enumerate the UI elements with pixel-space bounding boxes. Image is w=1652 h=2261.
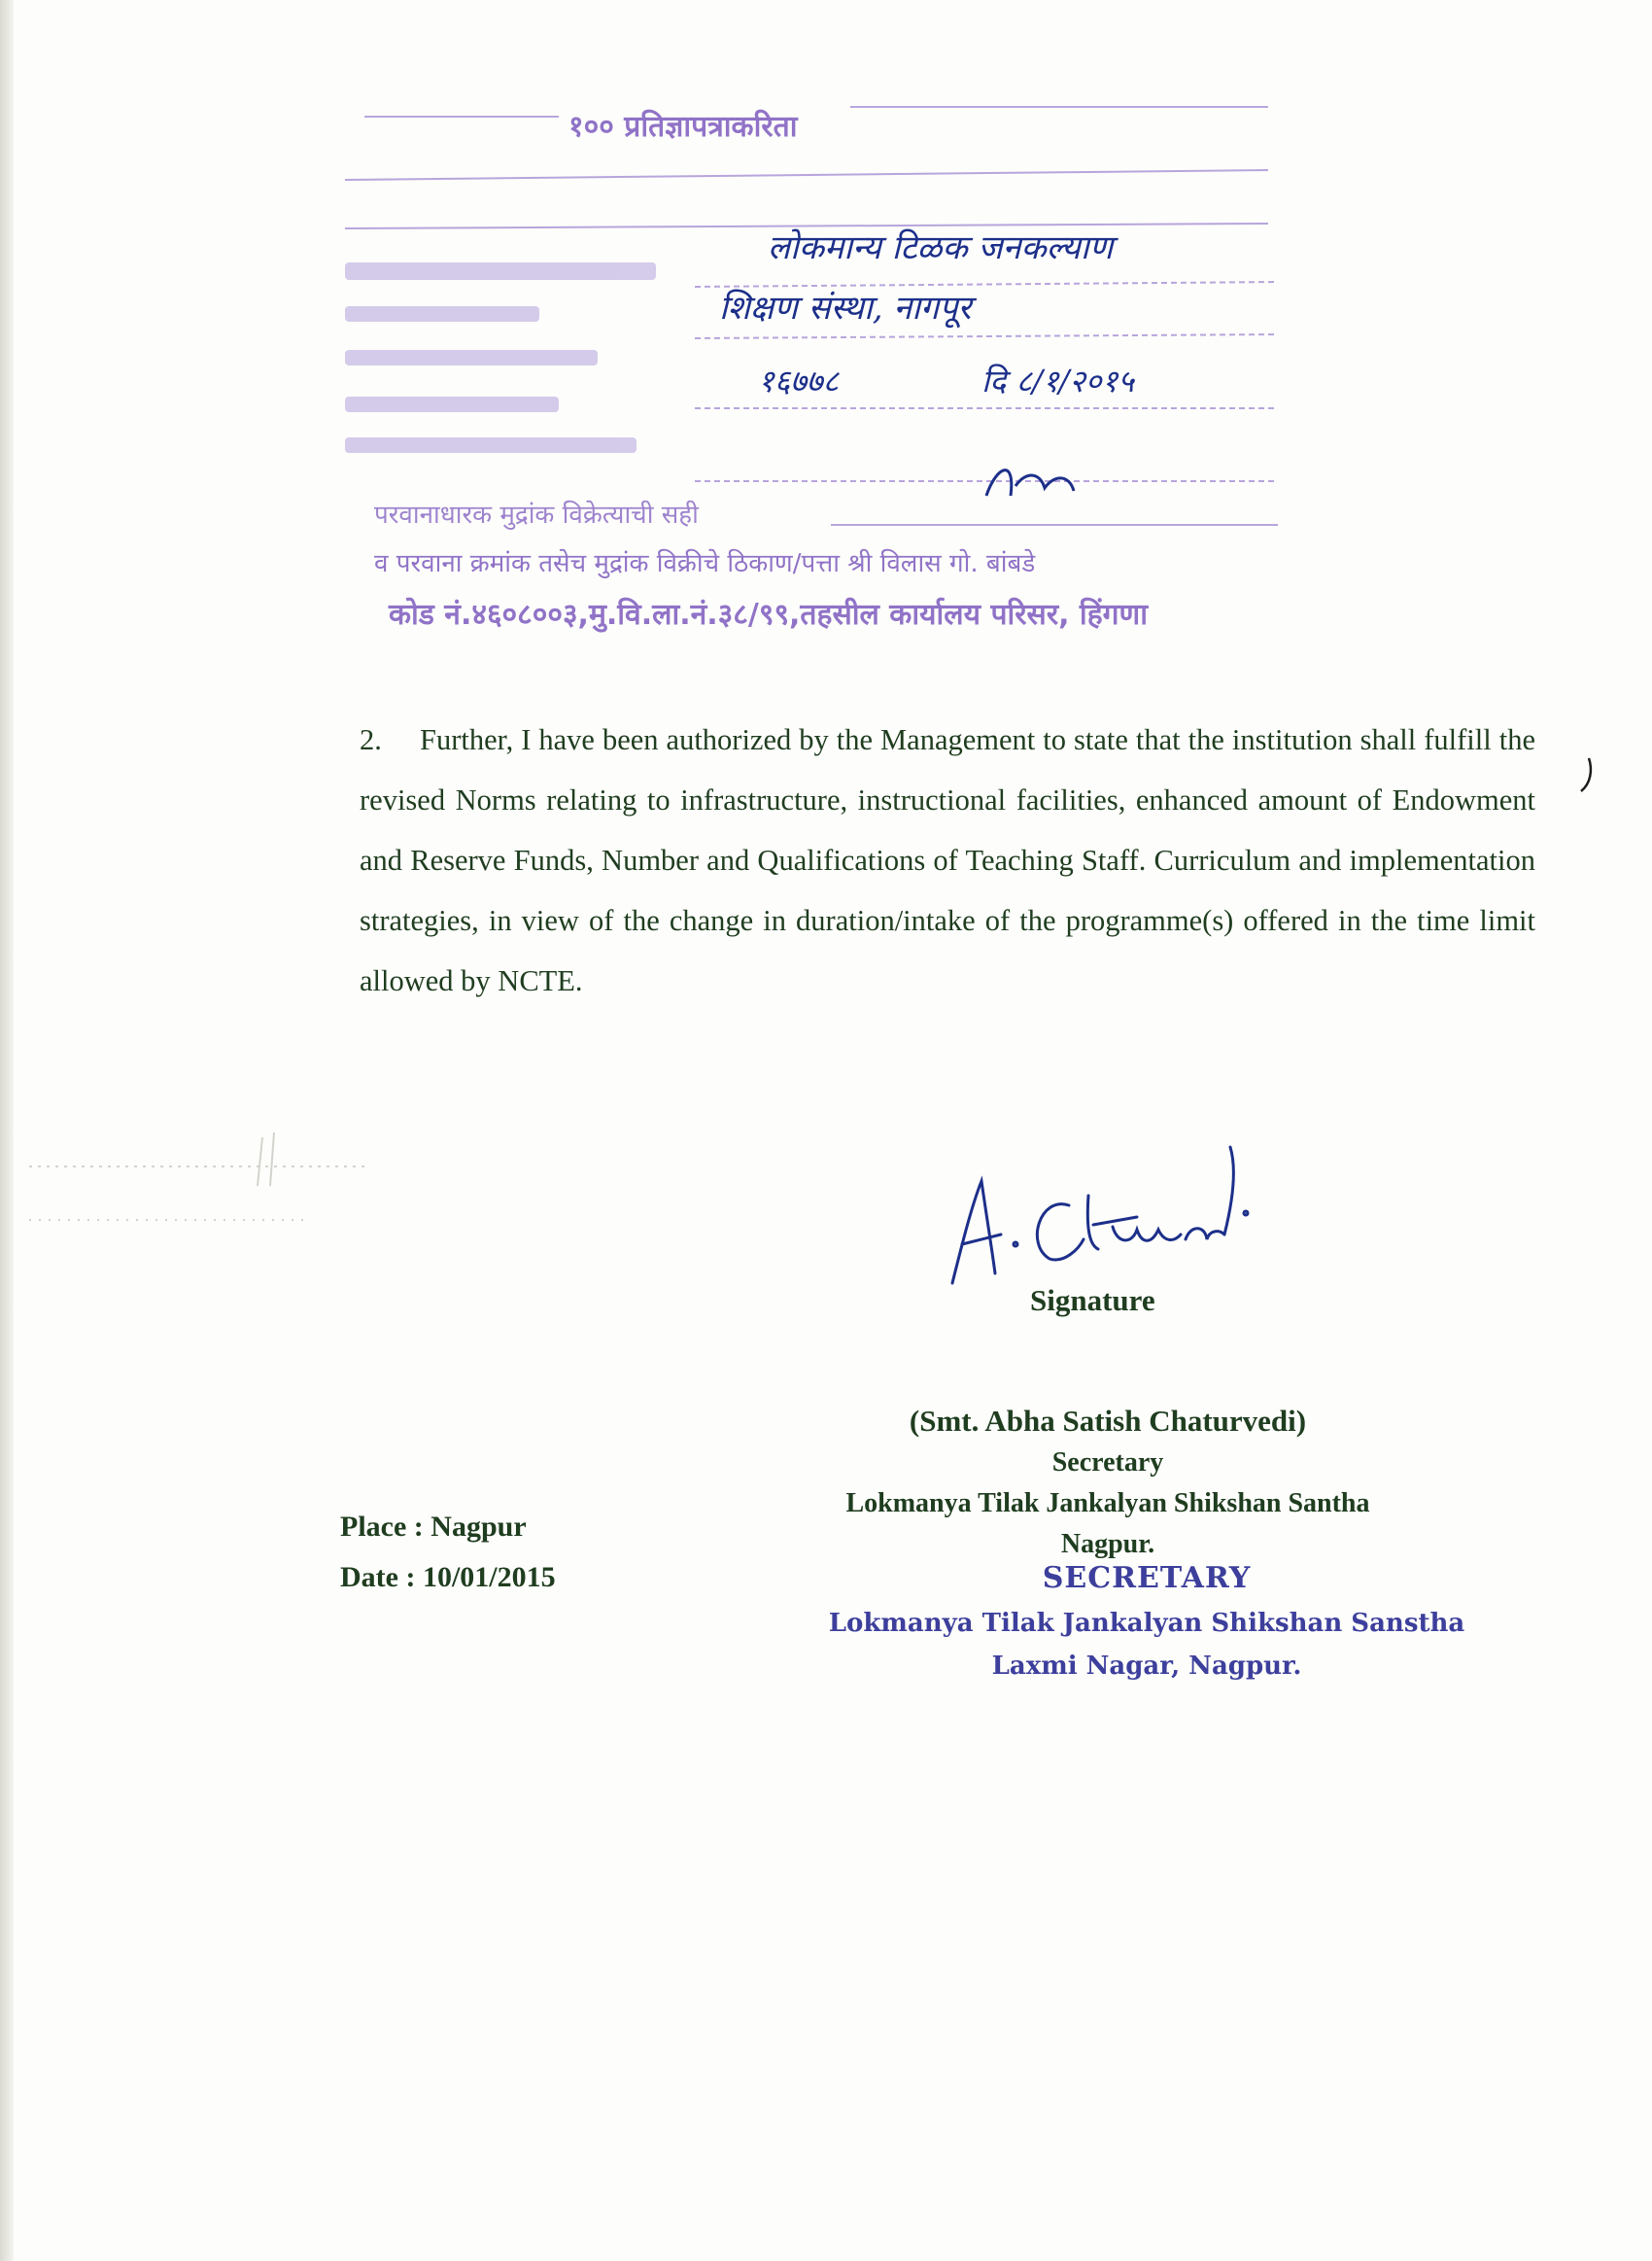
stamp-address: Laxmi Nagar, Nagpur.	[991, 1652, 1302, 1681]
place-text: Place : Nagpur	[340, 1511, 527, 1543]
secretary-rubber-stamp	[777, 1555, 1516, 1687]
date-text: Date : 10/01/2015	[340, 1561, 556, 1593]
place-date-block	[340, 1502, 556, 1603]
stamp-license-number-line: व परवाना क्रमांक तसेच मुद्रांक विक्रीचे ठिकाण/पत्ता श्री विलास गो. बांबडे	[374, 549, 1036, 578]
signatory-name: (Smt. Abha Satish Chaturvedi)	[909, 1404, 1307, 1438]
handwritten-serial: १६७७८	[758, 363, 840, 400]
paragraph-text: Further, I have been authorized by the Management to state that the institution shall fulfill the revised Norms relating to infrastructure, instructional facilities, enhanced amount of Endowment and Reserve Funds, Number and Qualifications of Teaching Staff. Curriculum and implementation strategies, in view of the change in duration/intake of the programme(s) offered in the time limit allowed by NCTE.	[360, 723, 1535, 997]
handwritten-org-line2: शिक्षण संस्था, नागपूर	[719, 289, 972, 328]
stamp-code-line: कोड नं.४६०८००३,मु.वि.ला.नं.३८/९९,तहसील कार्यालय परिसर, हिंगणा	[389, 598, 1148, 632]
paragraph-number: 2.	[360, 723, 382, 756]
signatory-designation: Secretary	[1051, 1447, 1164, 1478]
signature-label: Signature	[1030, 1283, 1155, 1317]
signatory-city: Nagpur.	[1060, 1529, 1155, 1559]
scan-edge	[0, 0, 14, 2261]
stamp-license-line: परवानाधारक मुद्रांक विक्रेत्याची सही	[374, 501, 699, 530]
stamp-header: १०० प्रतिज्ञापत्राकरिता	[568, 110, 798, 144]
margin-mark	[1579, 756, 1595, 795]
initials-mark	[986, 470, 1074, 496]
signatory-block	[768, 1400, 1448, 1565]
faint-bleed-marks	[19, 1128, 389, 1244]
handwritten-org-line1: लोकमान्य टिळक जनकल्याण	[768, 228, 1114, 267]
stamp-organization: Lokmanya Tilak Jankalyan Shikshan Sanstha	[828, 1609, 1465, 1638]
handwritten-date: दि ८/१/२०१५	[981, 363, 1134, 400]
stamp-title: SECRETARY	[1042, 1561, 1252, 1595]
declaration-paragraph	[360, 710, 1535, 1011]
stamp-paper-endorsement	[345, 87, 1278, 632]
handwritten-signature	[933, 1137, 1283, 1293]
signatory-organization: Lokmanya Tilak Jankalyan Shikshan Santha	[845, 1488, 1370, 1518]
